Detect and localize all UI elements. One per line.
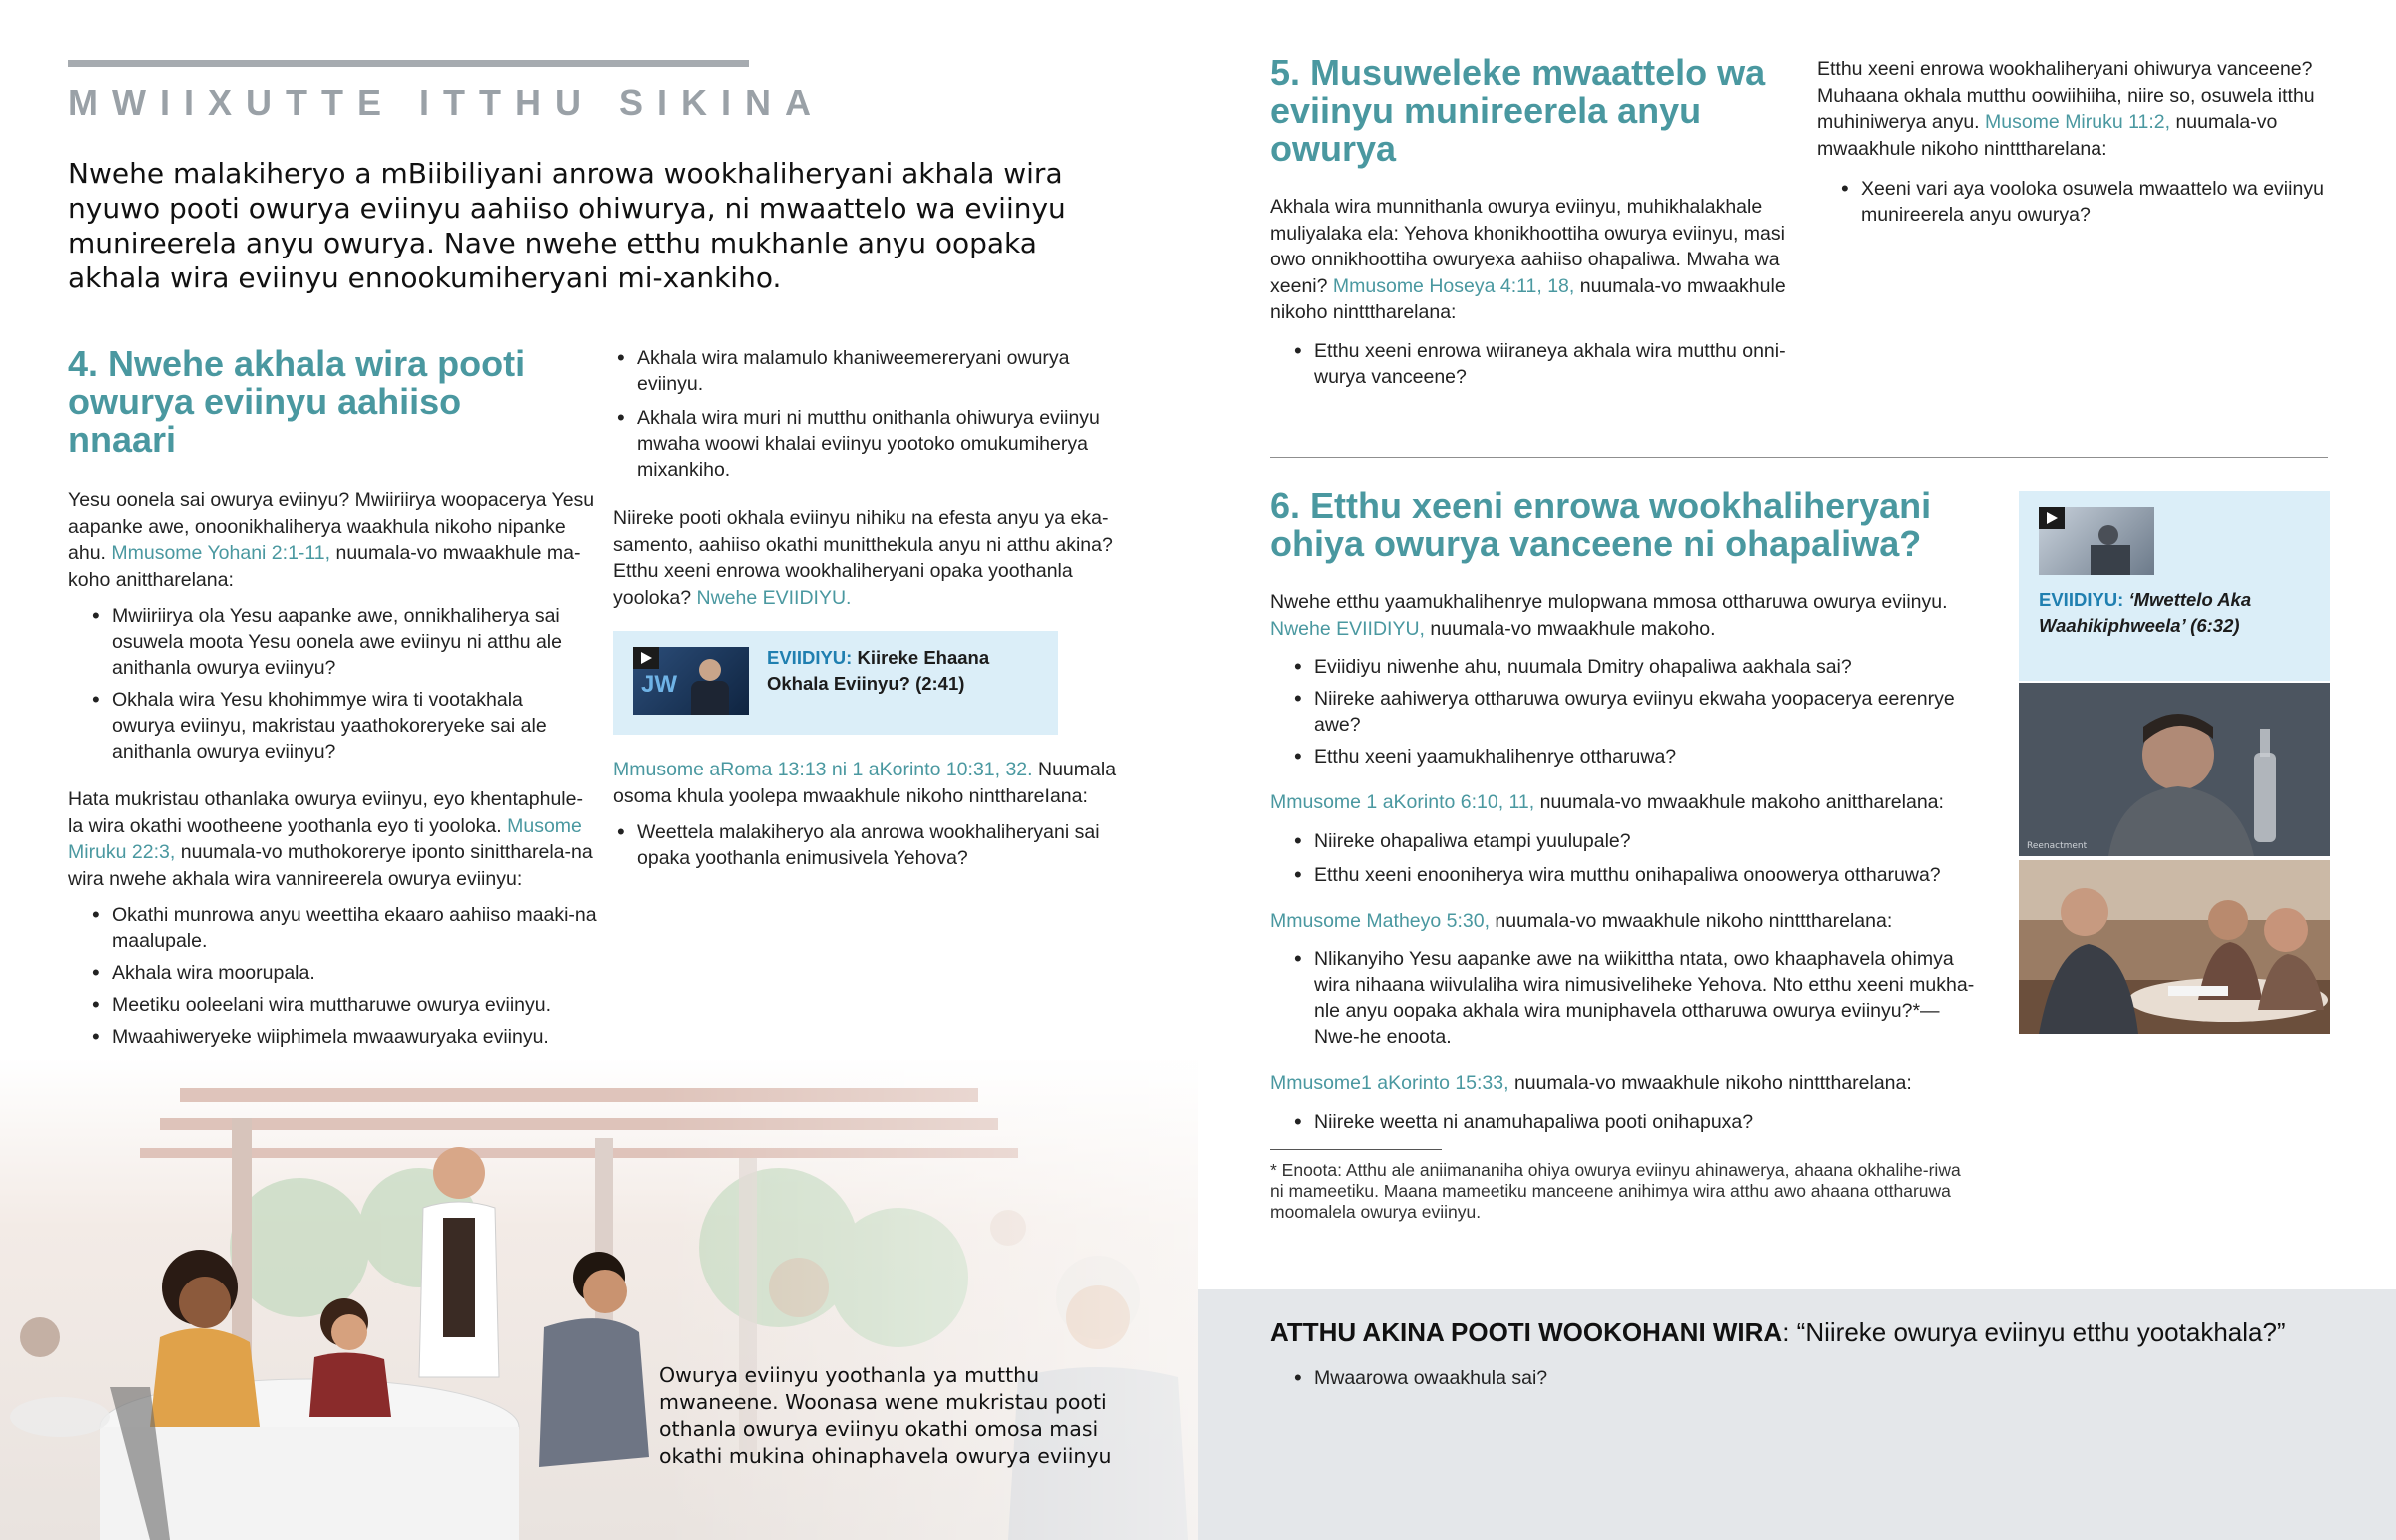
photo-bible-study (2019, 860, 2330, 1034)
section-6-bullets-2 (1270, 828, 1989, 888)
list-item: • Etthu xeeni enrowa wiiraneya akhala wira mutthu onni-wurya vanceene? (1270, 338, 1789, 390)
scripture-link-romans[interactable]: Mmusome aRoma 13:13 ni 1 aKorinto 10:31, 32. (613, 759, 1033, 780)
section-4-col-a (68, 345, 597, 1056)
section-5-bullets-2 (1817, 176, 2336, 228)
thumbnail-figure-body (2091, 545, 2130, 575)
list-item: • Niireke ohapaliwa etampi yuulupale? (1270, 828, 1989, 854)
footnote: * Enoota: Atthu ale aniimananiha ohiya owurya eviinyu ahinawerya, ahaana okhalihe-riwa ni mameetiku. Maana mameetiku manceene anihimya wira atthu awo ahaana ottharuwa moomalela owurya eviinyu. (1270, 1159, 1961, 1222)
video-link-2[interactable]: Nwehe EVIIDIYU, (1270, 617, 1425, 640)
video-card-2[interactable] (2019, 491, 2330, 681)
list-item: • Niireke weetta ni anamuhapaliwa pooti onihapuxa? (1270, 1109, 1989, 1135)
play-icon[interactable] (2039, 507, 2065, 529)
section-4-bullets-1 (68, 603, 597, 765)
scripture-link-proverbs-11[interactable]: Musome Miruku 11:2, (1985, 111, 2171, 133)
discussion-bullets (1270, 1365, 1547, 1391)
discussion-band (1198, 1289, 2396, 1540)
list-item: • Eviidiyu niwenhe ahu, nuumala Dmitry ohapaliwa aakhala sai? (1270, 654, 1989, 680)
scripture-link-1-corinthians-6[interactable]: Mmusome 1 aKorinto 6:10, 11, (1270, 791, 1535, 813)
scripture-link-proverbs[interactable]: Musome Miruku 22:3, (68, 814, 582, 863)
list-item: • Etthu xeeni enooniherya wira mutthu onihapaliwa onoowerya ottharuwa? (1270, 862, 1989, 888)
scripture-link-hosea[interactable]: Mmusome Hoseya 4:11, 18, (1332, 274, 1575, 297)
list-item: • Akhala wira muri ni mutthu onithanla ohiwurya eviinyu mwaha woowi khalai eviinyu yootoko omukumiherya mixankiho. (593, 405, 1132, 483)
section-6-title: 6. Etthu xeeni enrowa wookhaliheryani ohiya owurya vanceene ni ohapaliwa? (1270, 485, 1932, 564)
section-4-bullets-4 (593, 819, 1132, 871)
discussion-question: ATTHU AKINA POOTI WOOKOHANI WIRA: “Niireke owurya eviinyu etthu yootakhala?” (1270, 1317, 2286, 1347)
scripture-link-matthew[interactable]: Mmusome Matheyo 5:30, (1270, 909, 1491, 932)
scripture-link-1-corinthians-15[interactable]: Mmusome1 aKorinto 15:33, (1270, 1072, 1509, 1094)
presenter-head (699, 659, 721, 681)
scripture-link-john[interactable]: Mmusome Yohani 2:1-11, (111, 542, 331, 564)
section-5-title: 5. Musuweleke mwaattelo wa eviinyu munireerela anyu owurya (1270, 52, 1766, 169)
section-6-paragraph-1: Nwehe etthu yaamukhalihenrye mulopwana mmosa ottharuwa owurya eviinyu. Nwehe EVIIDIYU, nuumala-vo mwaakhule makoho. (1270, 591, 1948, 640)
section-5-paragraph-1: Akhala wira munnithanla owurya eviinyu, muhikhalakhale muliyalaka ela: Yehova khonikhoottiha owurya eviinyu, masi owo onnikhoottiha owuryexa aahiiso ohapaliwa. Mwaha wa xeeni? Mmusome Hoseya 4:11, 18, nuumala-vo mwaakhule nikoho nintttharelana: (1270, 196, 1786, 323)
section-4-paragraph-4: Mmusome aRoma 13:13 ni 1 aKorinto 10:31, 32. Nuumala osoma khula yoolepa mwaakhule nikoho nintthareIana: (613, 759, 1117, 807)
list-item: • Etthu xeeni yaamukhalihenrye ottharuwa? (1270, 744, 1989, 770)
play-icon[interactable] (633, 647, 659, 669)
photo-watermark: Reenactment (2027, 841, 2088, 851)
list-item: • Meetiku ooleelani wira muttharuwe owurya eviinyu. (68, 992, 597, 1018)
video-label-2: EVIIDIYU: ‘Mwettelo Aka Waahikiphweela’ (6:32) (2039, 589, 2252, 636)
list-item: • Nlikanyiho Yesu aapanke awe na wiikittha ntata, owo khaaphavela ohimya wira nihaana wiivulaliha wira nimusiveliheke Yehova. Nto etthu xeeni mukha-nle anyu oopaka akhala wira muniphavela ottharuwa owurya eviinyu?*—Nwe-he enoota. (1270, 946, 1979, 1050)
video-label: EVIIDIYU: Kiireke Ehaana Okhala Eviinyu? (2:41) (767, 647, 990, 694)
section-6-bullets-1 (1270, 654, 1989, 770)
section-5-paragraph-2: Etthu xeeni enrowa wookhaliheryani ohiwurya vanceene? Muhaana okhala mutthu oowiihiiha, niire so, osuwela itthu muhiniwerya anyu. Musome Miruku 11:2, nuumala-vo mwaakhule nikoho nintttharelana: (1817, 58, 2315, 160)
presenter-body (691, 681, 729, 715)
section-6-bullets-4 (1270, 1109, 1989, 1135)
list-item: • Xeeni vari aya vooloka osuwela mwaattelo wa eviinyu munireerela anyu owurya? (1817, 176, 2336, 228)
list-item: • Okhala wira Yesu khohimmye wira ti vootakhala owurya eviinyu, makristau yaathokoreryeke sai ale anithanla owurya eviinyu? (68, 687, 591, 765)
section-4-bullets-2 (68, 902, 597, 1050)
section-6-paragraph-2: Mmusome 1 aKorinto 6:10, 11, nuumala-vo mwaakhule makoho anittharelana: (1270, 791, 1944, 813)
list-item: • Mwaahiweryeke wiiphimela mwaawuryaka eviinyu. (68, 1024, 597, 1050)
section-6-paragraph-4: Mmusome1 aKorinto 15:33, nuumala-vo mwaakhule nikoho nintttharelana: (1270, 1072, 1912, 1094)
section-5-col-b (1817, 56, 2336, 228)
footnote-rule (1270, 1149, 1442, 1150)
list-item: • Akhala wira moorupala. (68, 960, 597, 986)
section-4-paragraph-1: Yesu oonela sai owurya eviinyu? Mwiiriirya woopacerya Yesu aapanke awe, onoonikhaliherya waakhula nikoho nipanke ahu. Mmusome Yohani 2:1-11, nuumala-vo mwaakhule ma-koho anittharelana: (68, 489, 595, 591)
section-6-paragraph-3: Mmusome Matheyo 5:30, nuumala-vo mwaakhule nikoho nintttharelana: (1270, 909, 1893, 932)
list-item: • Weettela malakiheryo ala anrowa wookhaliheryani sai opaka yoothanla enimusivela Yehova? (593, 819, 1132, 871)
section-6-main (1270, 487, 1989, 1223)
section-5-bullets-1 (1270, 338, 1789, 390)
jw-logo-icon: JW (641, 671, 677, 698)
thumbnail-figure (2098, 525, 2118, 545)
section-4-paragraph-3: Niireke pooti okhala eviinyu nihiku na efesta anyu ya eka-samento, aahiiso okathi munitthekula anyu ni atthu akina? Etthu xeeni enrowa wookhaliheryani opaka yoothanla yooloka? Nwehe EVIIDIYU. (613, 507, 1113, 609)
photo-man-drinking (2019, 683, 2330, 856)
illustration-caption: Owurya eviinyu yoothanla ya mutthu mwaneene. Woonasa wene mukristau pooti othanla owurya eviinyu okathi omosa masi okathi mukina ohinaphavela owurya eviinyu (659, 1363, 1112, 1468)
section-divider (1270, 457, 2328, 458)
list-item: • Akhala wira malamulo khaniweemereryani owurya eviinyu. (593, 345, 1132, 397)
section-4-bullets-3 (593, 345, 1132, 483)
header-rule (68, 60, 749, 67)
video-link[interactable]: Nwehe EVIIDIYU. (696, 586, 852, 609)
list-item: • Mwiiriirya ola Yesu aapanke awe, onnikhaliherya sai osuwela moota Yesu oonela awe eviinyu ni atthu ale anithanla owurya eviinyu? (68, 603, 591, 681)
video-card[interactable] (613, 631, 1058, 735)
section-4-paragraph-2: Hata mukristau othanlaka owurya eviinyu, eyo khentaphule-la wira okathi wootheene yoothanla eyo ti yooloka. Musome Miruku 22:3, nuumala-vo muthokorerye iponto sinittharela-na wira nwehe akhala wira vannireerela owurya eviinyu: (68, 788, 593, 890)
section-label: MWIIXUTTE ITTHU SIKINA (68, 82, 825, 123)
list-item: • Niireke aahiwerya ottharuwa owurya eviinyu ekwaha yoopacerya eerenrye awe? (1270, 686, 1989, 738)
list-item: • Okathi munrowa anyu weettiha ekaaro aahiiso maaki-na maalupale. (68, 902, 597, 954)
section-5-col-a (1270, 54, 1789, 390)
section-6-bullets-3 (1270, 946, 1989, 1050)
intro-paragraph: Nwehe malakiheryo a mBiibiliyani anrowa wookhaliheryani akhala wira nyuwo pooti owurya eviinyu aahiiso ohiwurya, ni mwaattelo wa eviinyu munireerela anyu owurya. Nave nwehe etthu mukhanle anyu oopaka akhala wira eviinyu ennookumiheryani mi-xankiho. (68, 157, 1066, 294)
section-4-col-b (613, 345, 1132, 871)
section-4-title: 4. Nwehe akhala wira pooti owurya eviinyu aahiiso nnaari (68, 343, 526, 460)
list-item: • Mwaarowa owaakhula sai? (1270, 1365, 1547, 1391)
